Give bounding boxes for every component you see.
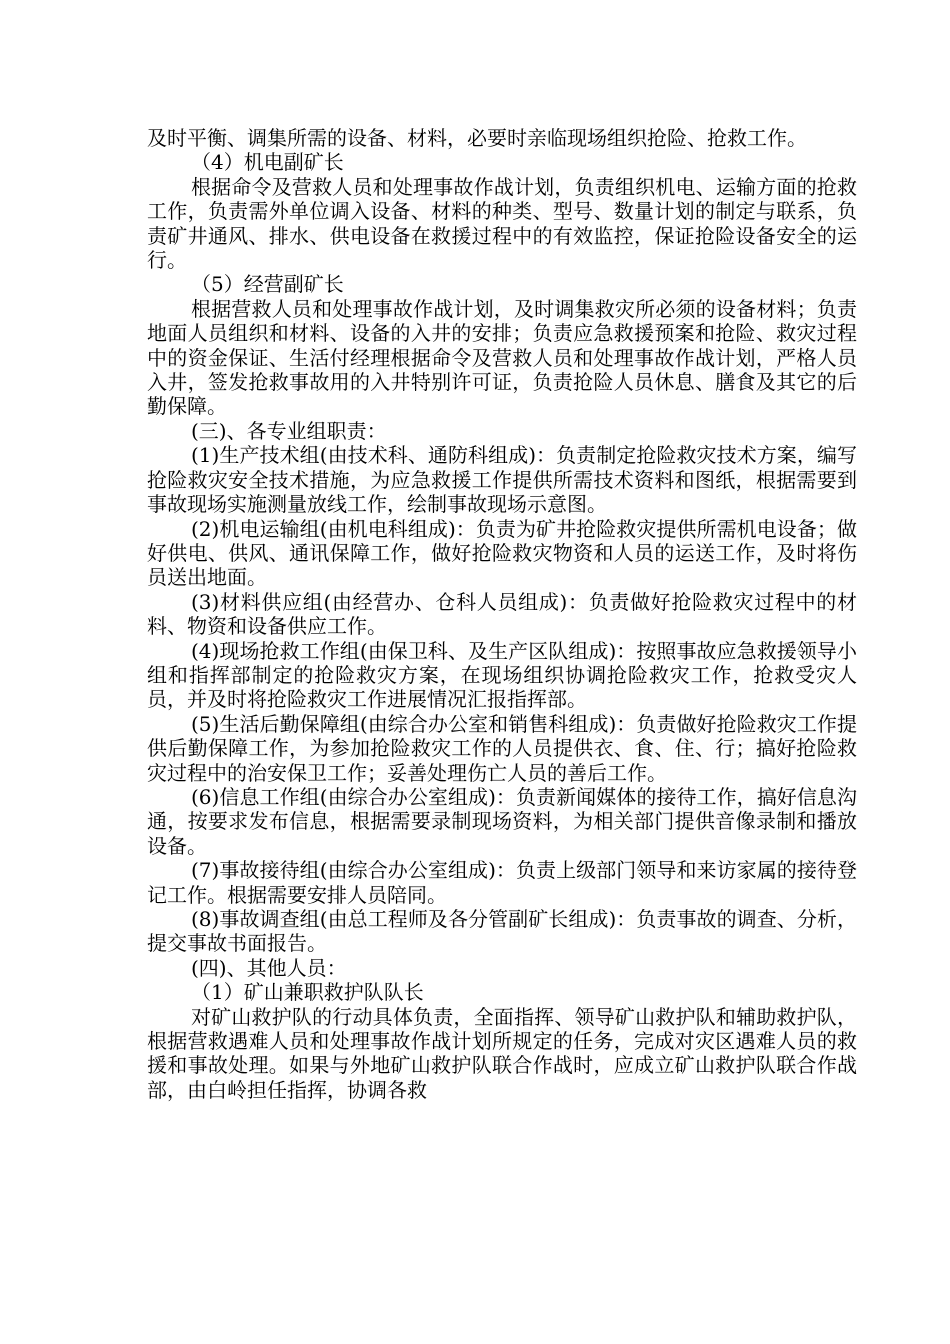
paragraph: (2)机电运输组(由机电科组成)：负责为矿井抢险救灾提供所需机电设备；做好供电、供风、通讯保障工作，做好抢险救灾物资和人员的运送工作，及时将伤员送出地面。 — [147, 516, 857, 590]
section-heading-other-personnel: (四)、其他人员： — [191, 955, 347, 980]
document-body — [147, 126, 857, 1102]
section-heading-business-deputy: （5）经营副矿长 — [191, 272, 344, 297]
paragraph: (3)材料供应组(由经营办、仓科人员组成)：负责做好抢险救灾过程中的材料、物资和设备供应工作。 — [147, 589, 857, 639]
paragraph: (6)信息工作组(由综合办公室组成)：负责新闻媒体的接待工作，搞好信息沟通，按要求发布信息，根据需要录制现场资料，为相关部门提供音像录制和播放设备。 — [147, 784, 857, 858]
paragraph: (7)事故接待组(由综合办公室组成)：负责上级部门领导和来访家属的接待登记工作。根据需要安排人员陪同。 — [147, 858, 857, 907]
section-heading-rescue-team-captain: （1）矿山兼职救护队队长 — [191, 980, 424, 1005]
paragraph: (4)现场抢救工作组(由保卫科、及生产区队组成)：按照事故应急救援领导小组和指挥部制定的抢险救灾方案，在现场组织协调抢险救灾工作，抢救受灾人员，并及时将抢险救灾工作进展情况汇报指挥部。 — [147, 638, 857, 712]
paragraph: 根据营救人员和处理事故作战计划，及时调集救灾所必须的设备材料；负责地面人员组织和材料、设备的入井的安排；负责应急救援预案和抢险、救灾过程中的资金保证、生活付经理根据命令及营救人员和处理事故作战计划，严格人员入井，签发抢救事故用的入井特别许可证，负责抢险人员休息、膳食及其它的后勤保障。 — [147, 296, 857, 419]
section-heading-group-duties: (三)、各专业组职责： — [191, 418, 387, 443]
paragraph: (8)事故调查组(由总工程师及各分管副矿长组成)：负责事故的调查、分析，提交事故书面报告。 — [147, 907, 857, 956]
paragraph-continuation: 及时平衡、调集所需的设备、材料，必要时亲临现场组织抢险、抢救工作。 — [147, 126, 807, 150]
paragraph: (1)生产技术组(由技术科、通防科组成)：负责制定抢险救灾技术方案，编写抢险救灾安全技术措施，为应急救援工作提供所需技术资料和图纸，根据需要到事故现场实施测量放线工作，绘制事故现场示意图。 — [147, 443, 857, 517]
paragraph: 根据命令及营救人员和处理事故作战计划，负责组织机电、运输方面的抢救工作，负责需外单位调入设备、材料的种类、型号、数量计划的制定与联系，负责矿井通风、排水、供电设备在救援过程中的有效监控，保证抢险设备安全的运行。 — [147, 174, 857, 273]
section-heading-electromechanical-deputy: （4）机电副矿长 — [191, 150, 344, 175]
paragraph: (5)生活后勤保障组(由综合办公室和销售科组成)：负责做好抢险救灾工作提供后勤保障工作，为参加抢险救灾工作的人员提供衣、食、住、行；搞好抢险救灾过程中的治安保卫工作；妥善处理伤亡人员的善后工作。 — [147, 711, 857, 785]
paragraph: 对矿山救护队的行动具体负责，全面指挥、领导矿山救护队和辅助救护队，根据营救遇难人员和处理事故作战计划所规定的任务，完成对灾区遇难人员的救援和事故处理。如果与外地矿山救护队联合作战时，应成立矿山救护队联合作战部，由白岭担任指挥，协调各救 — [147, 1004, 857, 1102]
